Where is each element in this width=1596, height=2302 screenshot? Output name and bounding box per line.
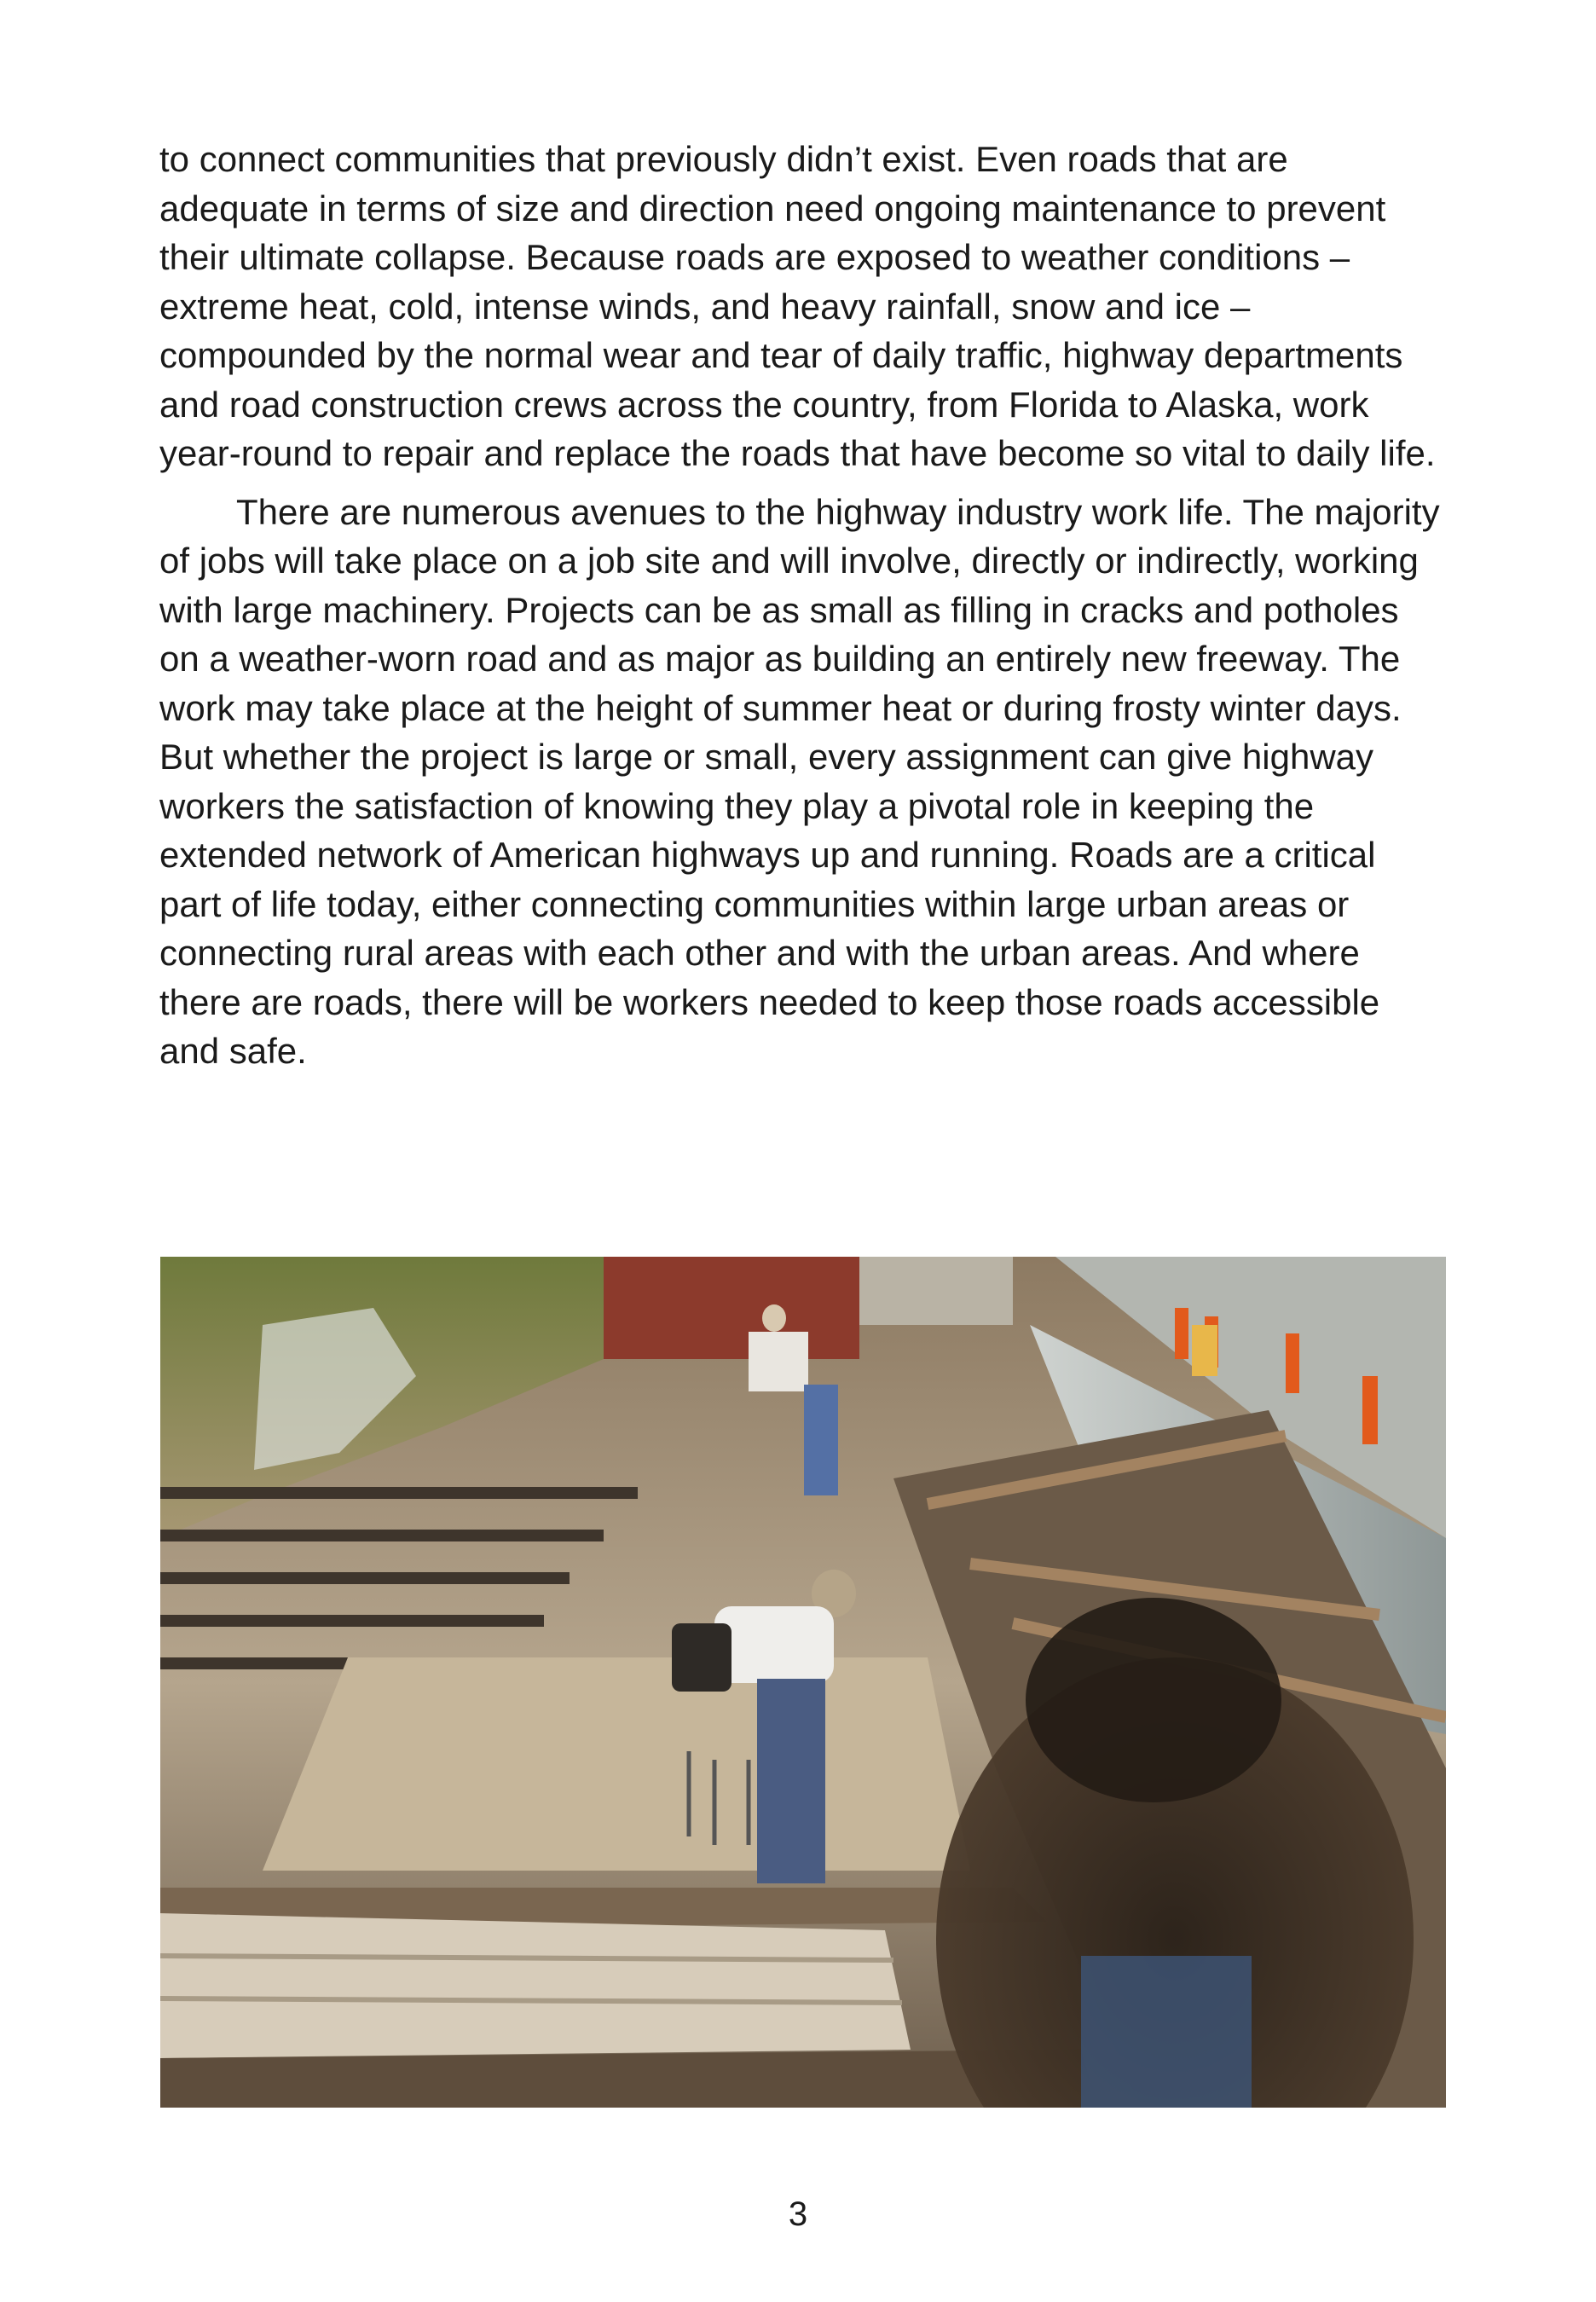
body-text xyxy=(159,135,1447,1076)
page-number: 3 xyxy=(788,2195,808,2233)
construction-photo-illustration xyxy=(160,1257,1446,2108)
construction-photo xyxy=(160,1257,1446,2108)
paragraph-continued: to connect communities that previously didn’t exist. Even roads that are adequate in terms of size and direction need ongoing maintenance to prevent their ultimate collapse. Because roads are exposed to weather conditions – extreme heat, cold, intense winds, and heavy rainfall, snow and ice – compounded by the normal wear and tear of daily traffic, highway departments and road construction crews across the country, from Florida to Alaska, work year-round to repair and replace the roads that have become so vital to daily life. xyxy=(159,139,1436,473)
paragraph: There are numerous avenues to the highway industry work life. The majority of jobs will take place on a job site and will involve, directly or indirectly, working with large machinery. Projects can be as small as filling in cracks and potholes on a weather-worn road and as major as building an entirely new freeway. The work may take place at the height of summer heat or during frosty winter days. But whether the project is large or small, every assignment can give highway workers the satisfaction of knowing they play a pivotal role in keeping the extended network of American highways up and running. Roads are a critical part of life today, either connecting communities within large urban areas or connecting rural areas with each other and with the urban areas. And where there are roads, there will be workers needed to keep those roads accessible and safe. xyxy=(159,491,1440,1071)
